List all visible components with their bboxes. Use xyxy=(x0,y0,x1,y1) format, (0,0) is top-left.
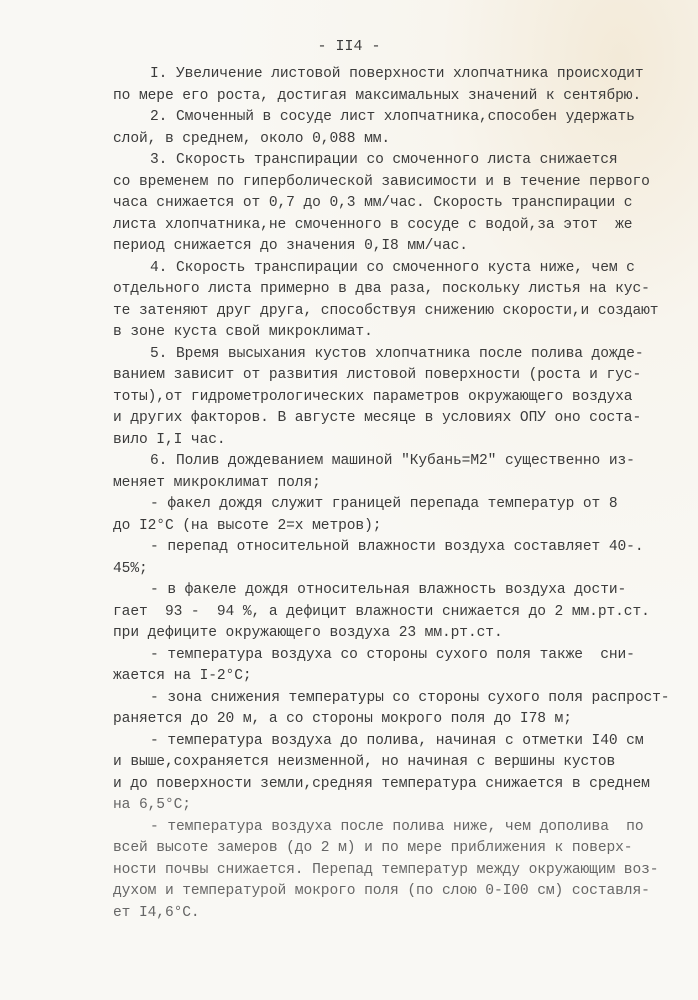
text-line: меняет микроклимат поля; xyxy=(113,474,321,491)
text-line: период снижается до значения 0,I8 мм/час. xyxy=(113,238,468,254)
paragraph-start-line: - факел дождя служит границей перепада температур от 8 xyxy=(150,496,618,512)
text-line: слой, в среднем, около 0,088 мм. xyxy=(113,130,391,147)
text-line: ет I4,6°С. xyxy=(113,904,200,921)
text-line: жается на I-2°С; xyxy=(113,668,252,684)
text-line: всей высоте замеров (до 2 м) и по мере приближения к поверх- xyxy=(113,840,633,856)
paragraph-start-line: 6. Полив дождеванием машиной "Кубань=М2" существенно из- xyxy=(150,453,635,469)
text-line: по мере его роста, достигая максимальных значений к сентябрю. xyxy=(113,87,642,104)
text-line: со временем по гиперболической зависимости и в течение первого xyxy=(113,173,650,190)
paragraph-start-line: I. Увеличение листовой поверхности хлопчатника происходит xyxy=(150,66,644,82)
paragraph-start-line: 2. Смоченный в сосуде лист хлопчатника,способен удержать xyxy=(150,109,635,125)
text-line: те затеняют друг друга, способствуя снижению скорости,и создают xyxy=(113,302,659,319)
text-line: вило I,I час. xyxy=(113,431,226,448)
paragraph-start-line: - в факеле дождя относительная влажность воздуха дости- xyxy=(150,582,627,598)
paragraph-start-line: 4. Скорость транспирации со смоченного куста ниже, чем с xyxy=(150,259,635,276)
text-line: раняется до 20 м, а со стороны мокрого поля до I78 м; xyxy=(113,711,572,727)
text-line: ности почвы снижается. Перепад температур между окружающим воз- xyxy=(113,861,659,878)
text-line: на 6,5°С; xyxy=(113,797,191,813)
text-line: 45%; xyxy=(113,560,148,577)
paragraph-start-line: - температура воздуха до полива, начиная с отметки I40 см xyxy=(150,732,644,749)
page-number: - II4 - xyxy=(317,38,381,55)
text-line: ванием зависит от развития листовой поверхности (роста и гус- xyxy=(113,367,642,383)
paragraph-start-line: - температура воздуха после полива ниже, чем дополива по xyxy=(150,818,644,835)
text-line: в зоне куста свой микроклимат. xyxy=(113,324,373,340)
text-line: тоты),от гидрометрологических параметров окружающего воздуха xyxy=(113,388,633,405)
text-line: и до поверхности земли,средняя температура снижается в среднем xyxy=(113,775,650,792)
text-line: гает 93 - 94 %, а дефицит влажности снижается до 2 мм.рт.ст. xyxy=(113,603,650,620)
text-line: и выше,сохраняется неизменной, но начиная с вершины кустов xyxy=(113,754,616,770)
paragraph-start-line: 5. Время высыхания кустов хлопчатника после полива дожде- xyxy=(150,345,644,362)
text-line: духом и температурой мокрого поля (по слою 0-I00 см) составля- xyxy=(113,883,650,899)
text-line: часа снижается от 0,7 до 0,3 мм/час. Скорость транспирации с xyxy=(113,195,633,211)
paragraph-start-line: - перепад относительной влажности воздуха составляет 40-. xyxy=(150,539,644,555)
paragraph-start-line: 3. Скорость транспирации со смоченного листа снижается xyxy=(150,152,618,168)
document-body xyxy=(113,64,683,924)
text-line: до I2°С (на высоте 2=х метров); xyxy=(113,517,382,534)
text-line: и других факторов. В августе месяце в условиях ОПУ оно соста- xyxy=(113,410,642,426)
paragraph-start-line: - температура воздуха со стороны сухого поля также сни- xyxy=(150,646,635,663)
text-line: при дефиците окружающего воздуха 23 мм.рт.ст. xyxy=(113,625,503,641)
text-line: отдельного листа примерно в два раза, поскольку листья на кус- xyxy=(113,281,650,297)
paragraph-start-line: - зона снижения температуры со стороны сухого поля распрост- xyxy=(150,689,670,706)
text-line: листа хлопчатника,не смоченного в сосуде с водой,за этот же xyxy=(113,216,633,233)
